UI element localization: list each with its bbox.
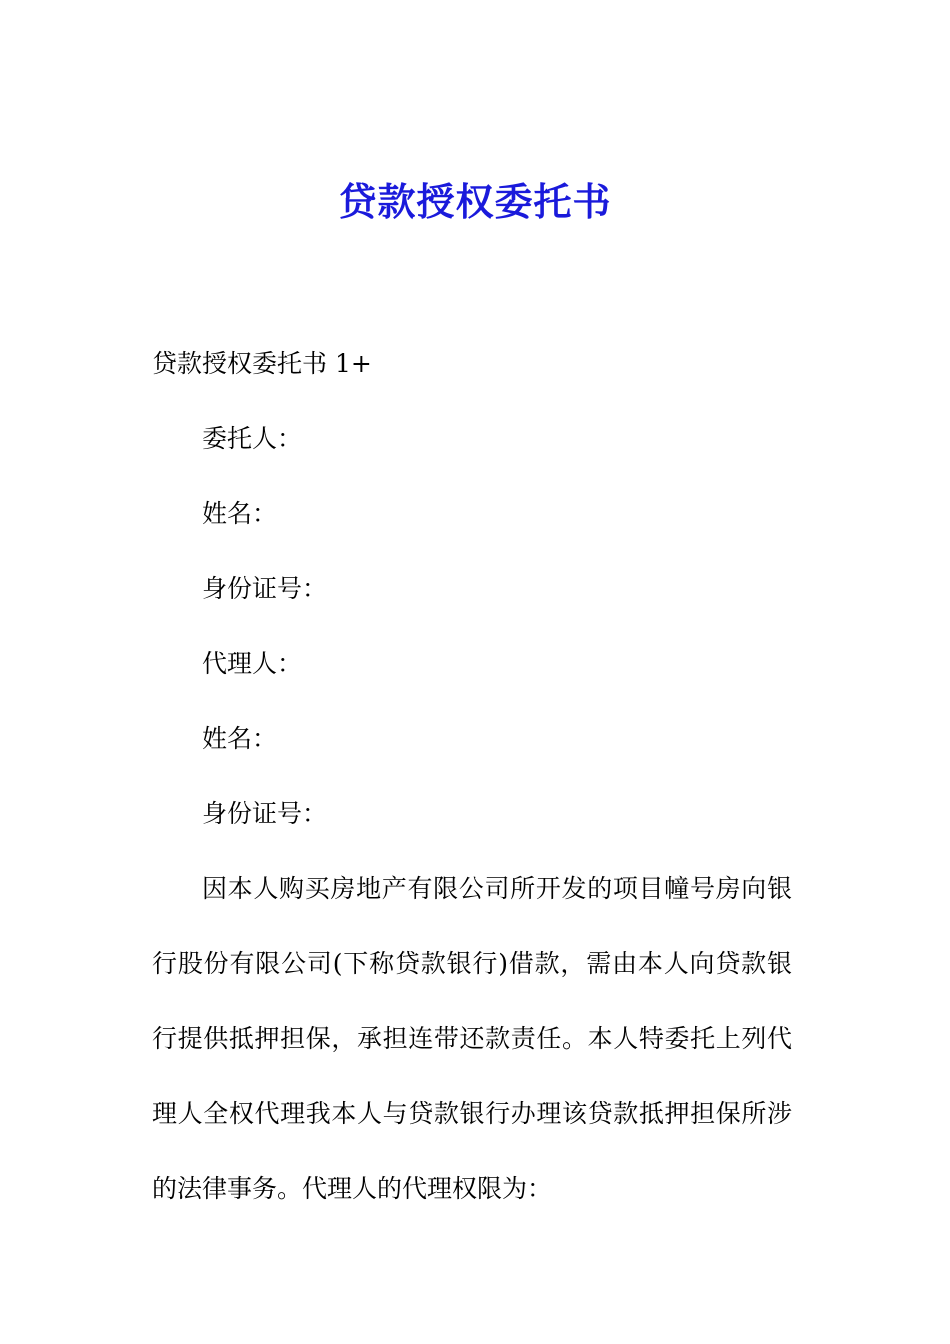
authorization-paragraph: 因本人购买房地产有限公司所开发的项目幢号房向银行股份有限公司(下称贷款银行)借款，需由本人向贷款银行提供抵押担保，承担连带还款责任。本人特委托上列代理人全权代理我本人与贷款银行办理该贷款抵押担保所涉的法律事务。代理人的代理权限为： bbox=[152, 874, 792, 1203]
document-title: 贷款授权委托书 bbox=[338, 179, 612, 224]
principal-id-label: 身份证号： bbox=[202, 574, 328, 603]
agent-label: 代理人： bbox=[202, 649, 303, 678]
principal-label: 委托人： bbox=[202, 424, 303, 453]
document-body bbox=[152, 326, 792, 1226]
section-heading: 贷款授权委托书 1+ bbox=[152, 349, 372, 378]
agent-id-label: 身份证号： bbox=[202, 799, 328, 828]
agent-name-label: 姓名： bbox=[202, 724, 278, 753]
principal-name-label: 姓名： bbox=[202, 499, 278, 528]
